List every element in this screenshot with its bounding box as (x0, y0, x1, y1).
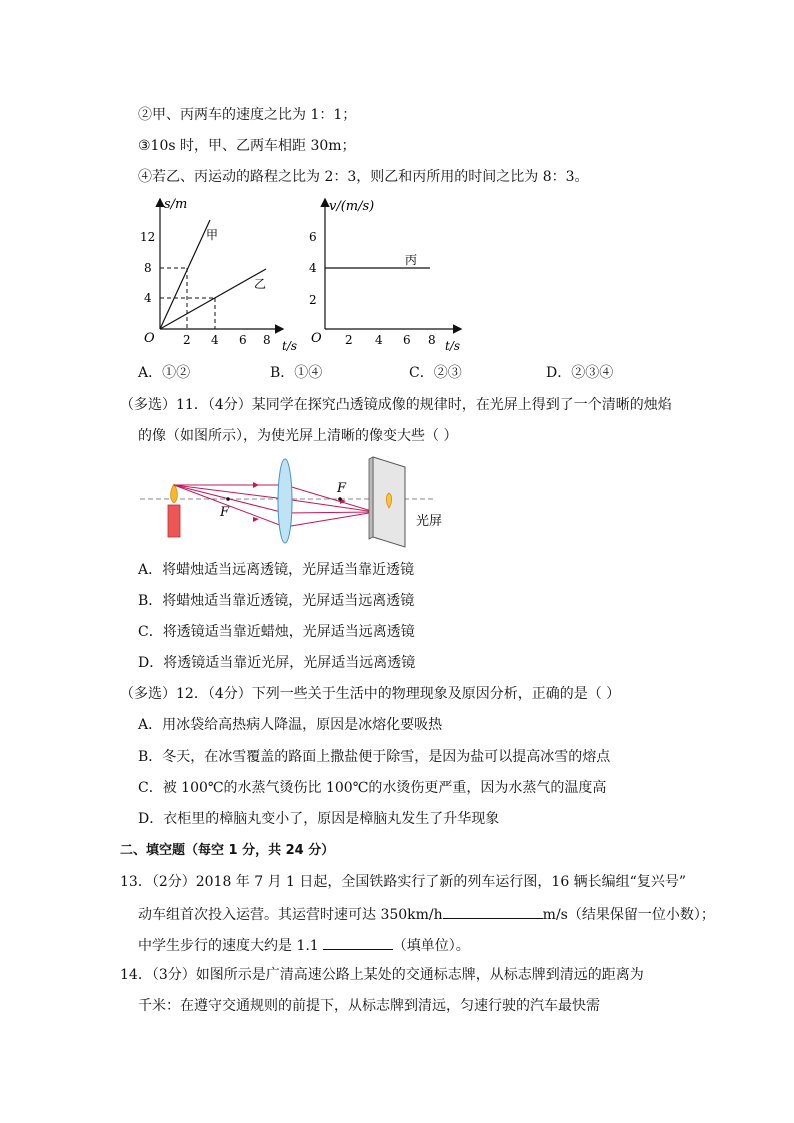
q14-line2: 千米：在遵守交通规则的前提下，从标志牌到清远，匀速行驶的汽车最快需 (138, 998, 600, 1014)
x-axis-label: t/s (445, 339, 461, 353)
x-tick: 8 (428, 333, 436, 347)
q11-option-d[interactable]: D．将透镜适当靠近光屏，光屏适当远离透镜 (138, 655, 416, 671)
q11-option-b[interactable]: B．将蜡烛适当靠近透镜，光屏适当远离透镜 (138, 593, 415, 609)
statement-2: ②甲、丙两车的速度之比为 1：1； (138, 107, 357, 123)
q11-option-a[interactable]: A．将蜡烛适当远离透镜，光屏适当靠近透镜 (138, 562, 415, 578)
q10-option-d[interactable]: D．②③④ (546, 365, 614, 381)
q14-line1: 14．（3分）如图所示是广清高速公路上某处的交通标志牌，从标志牌到清远的距离为 (120, 967, 644, 983)
v-t-graph (295, 192, 470, 352)
focus-label-right: F (337, 481, 347, 496)
line-label-jia: 甲 (206, 228, 219, 242)
convex-lens (278, 459, 292, 543)
q13-blank-1[interactable] (443, 904, 543, 919)
y-tick: 6 (309, 230, 317, 244)
q11-stem-line2: 的像（如图所示），为使光屏上清晰的像变大些（ ） (138, 428, 458, 444)
y-axis-label: v/(m/s) (329, 199, 375, 214)
q10-option-b[interactable]: B．①④ (270, 365, 323, 381)
q13-line3-text-b: （填单位）。 (392, 938, 470, 954)
y-tick: 4 (144, 291, 152, 305)
candle-flame (171, 484, 178, 503)
candle (168, 505, 180, 537)
x-tick: 6 (239, 333, 247, 347)
q13-blank-2[interactable] (323, 935, 393, 950)
y-axis-label: s/m (164, 197, 188, 212)
y-tick: 2 (309, 293, 317, 307)
q12-option-b[interactable]: B．冬天，在冰雪覆盖的路面上撒盐便于除雪，是因为盐可以提高冰雪的熔点 (138, 749, 611, 765)
y-tick: 4 (309, 261, 317, 275)
q10-option-a[interactable]: A．①② (138, 365, 191, 381)
y-tick: 12 (140, 230, 156, 244)
x-tick: 4 (375, 333, 383, 347)
line-jia (160, 220, 210, 329)
q13-line3-text-a: 中学生步行的速度大约是 1.1 (138, 938, 319, 954)
convex-lens-diagram (135, 455, 475, 550)
y-tick: 8 (144, 261, 152, 275)
q13-line3 (138, 935, 470, 955)
x-axis-label: t/s (282, 339, 298, 353)
line-label-bing: 丙 (405, 253, 418, 267)
q11-option-c[interactable]: C．将透镜适当靠近蜡烛，光屏适当远离透镜 (138, 624, 415, 640)
screen-label: 光屏 (416, 514, 443, 529)
q10-option-c[interactable]: C．②③ (409, 365, 462, 381)
x-tick: 6 (403, 333, 411, 347)
x-tick: 8 (263, 333, 271, 347)
statement-4: ④若乙、丙运动的路程之比为 2：3，则乙和丙所用的时间之比为 8：3。 (138, 169, 589, 185)
x-tick: 2 (345, 333, 353, 347)
x-tick: 4 (211, 333, 219, 347)
focus-label-left: F (220, 505, 230, 520)
q13-line2 (138, 904, 715, 924)
q13-line2-text-b: m/s（结果保留一位小数）； (542, 907, 715, 923)
q12-option-c[interactable]: C．被 100℃的水蒸气烫伤比 100℃的水烫伤更严重，因为水蒸气的温度高 (138, 780, 607, 796)
section-heading-fill-blank: 二、填空题（每空 1 分，共 24 分） (120, 843, 335, 858)
q12-stem: （多选）12．（4分）下列一些关于生活中的物理现象及原因分析，正确的是（ ） (120, 686, 621, 702)
statement-3: ③10s 时，甲、乙两车相距 30m； (138, 138, 356, 154)
q13-line2-text-a: 动车组首次投入运营。其运营时速可达 350km/h (138, 907, 443, 923)
q13-line1: 13．（2分）2018 年 7 月 1 日起，全国铁路实行了新的列车运行图，16 辆长编组“复兴号” (120, 874, 686, 890)
x-tick: 2 (183, 333, 191, 347)
q12-option-a[interactable]: A．用冰袋给高热病人降温，原因是冰熔化要吸热 (138, 717, 443, 733)
origin-label: O (144, 331, 155, 346)
line-label-yi: 乙 (254, 277, 267, 291)
origin-label: O (311, 331, 322, 346)
line-yi (160, 269, 266, 329)
q11-stem-line1: （多选）11．（4分）某同学在探究凸透镜成像的规律时，在光屏上得到了一个清晰的烛焰 (120, 397, 672, 413)
s-t-graph (130, 192, 298, 353)
q12-option-d[interactable]: D．衣柜里的樟脑丸变小了，原因是樟脑丸发生了升华现象 (138, 811, 500, 827)
